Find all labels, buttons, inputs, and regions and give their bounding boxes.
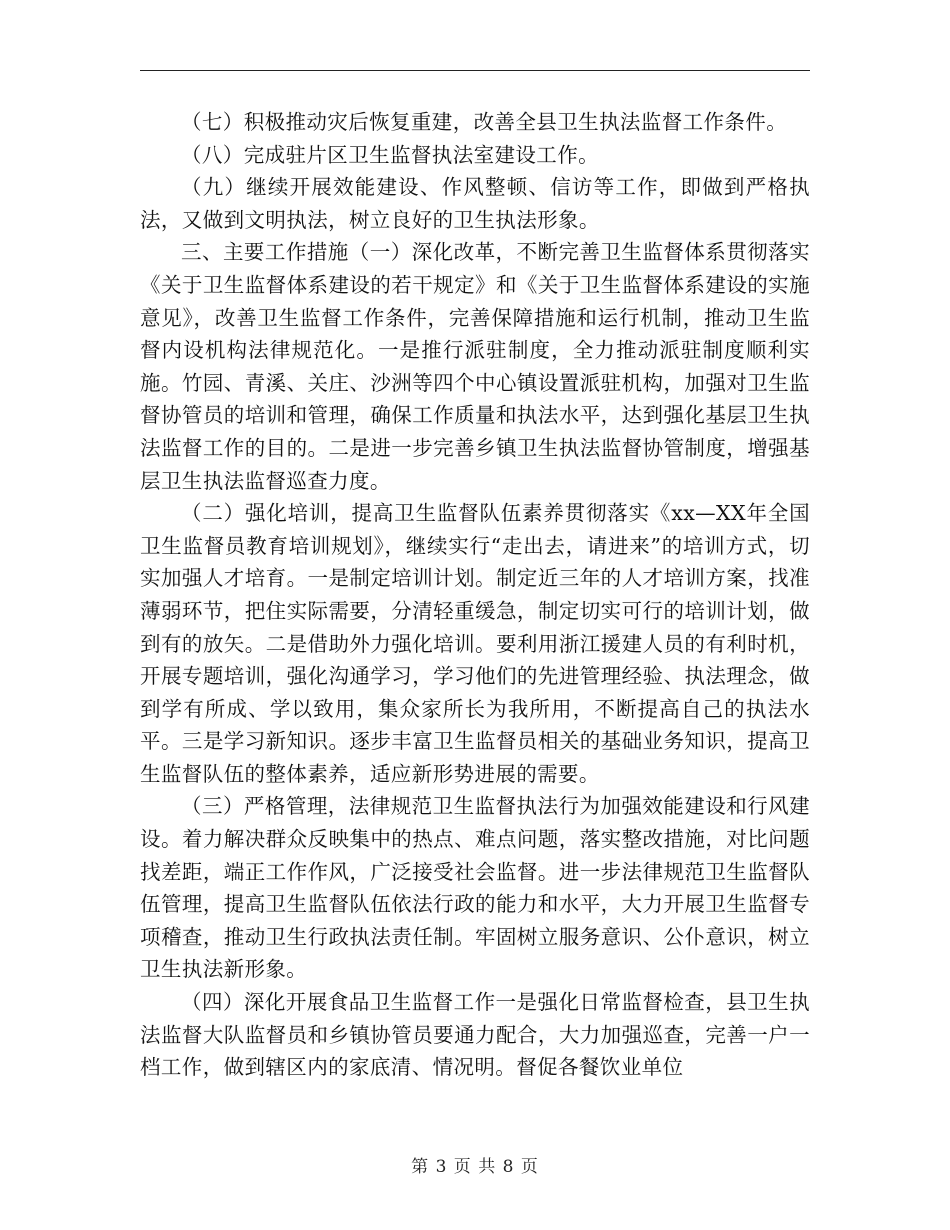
paragraph-measures-1: 三、主要工作措施（一）深化改革，不断完善卫生监督体系贯彻落实《关于卫生监督体系建设的若干规定》和《关于卫生监督体系建设的实施意见》，改善卫生监督工作条件，完善保障措施和运行机制，推动卫生监督内设机构法律规范化。一是推行派驻制度，全力推动派驻制度顺利实施。竹园、青溪、关庄、沙洲等四个中心镇设置派驻机构，加强对卫生监督协管员的培训和管理，确保工作质量和执法水平，达到强化基层卫生执法监督工作的目的。二是进一步完善乡镇卫生执法监督协管制度，增强基层卫生执法监督巡查力度。	[140, 240, 810, 493]
paragraph-measures-2: （二）强化培训，提高卫生监督队伍素养贯彻落实《xx—XX年全国卫生监督员教育培训规划》，继续实行“走出去，请进来”的培训方式，切实加强人才培育。一是制定培训计划。制定近三年的人才培训方案，找准薄弱环节，把住实际需要，分清轻重缓急，制定切实可行的培训计划，做到有的放矢。二是借助外力强化培训。要利用浙江援建人员的有利时机，开展专题培训，强化沟通学习，学习他们的先进管理经验、执法理念，做到学有所成、学以致用，集众家所长为我所用，不断提高自己的执法水平。三是学习新知识。逐步丰富卫生监督员相关的基础业务知识，提高卫生监督队伍的整体素养，适应新形势进展的需要。	[140, 501, 810, 786]
paragraph-9: （九）继续开展效能建设、作风整顿、信访等工作，即做到严格执法，又做到文明执法，树立良好的卫生执法形象。	[140, 175, 810, 232]
paragraph-measures-4: （四）深化开展食品卫生监督工作一是强化日常监督检查，县卫生执法监督大队监督员和乡镇协管员要通力配合，大力加强巡查，完善一户一档工作，做到辖区内的家底清、情况明。督促各餐饮业单位	[140, 990, 810, 1080]
paragraph-7: （七）积极推动灾后恢复重建，改善全县卫生执法监督工作条件。	[181, 110, 788, 134]
paragraph-measures-3: （三）严格管理，法律规范卫生监督执法行为加强效能建设和行风建设。着力解决群众反映集中的热点、难点问题，落实整改措施，对比问题找差距，端正工作作风，广泛接受社会监督。进一步法律规范卫生监督队伍管理，提高卫生监督队伍依法行政的能力和水平，大力开展卫生监督专项稽查，推动卫生行政执法责任制。牢固树立服务意识、公仆意识，树立卫生执法新形象。	[140, 794, 810, 982]
document-body	[140, 106, 810, 1084]
paragraph-8: （八）完成驻片区卫生监督执法室建设工作。	[181, 142, 599, 167]
header-rule	[140, 70, 810, 71]
page-footer: 第 3 页 共 8 页	[411, 1157, 539, 1177]
